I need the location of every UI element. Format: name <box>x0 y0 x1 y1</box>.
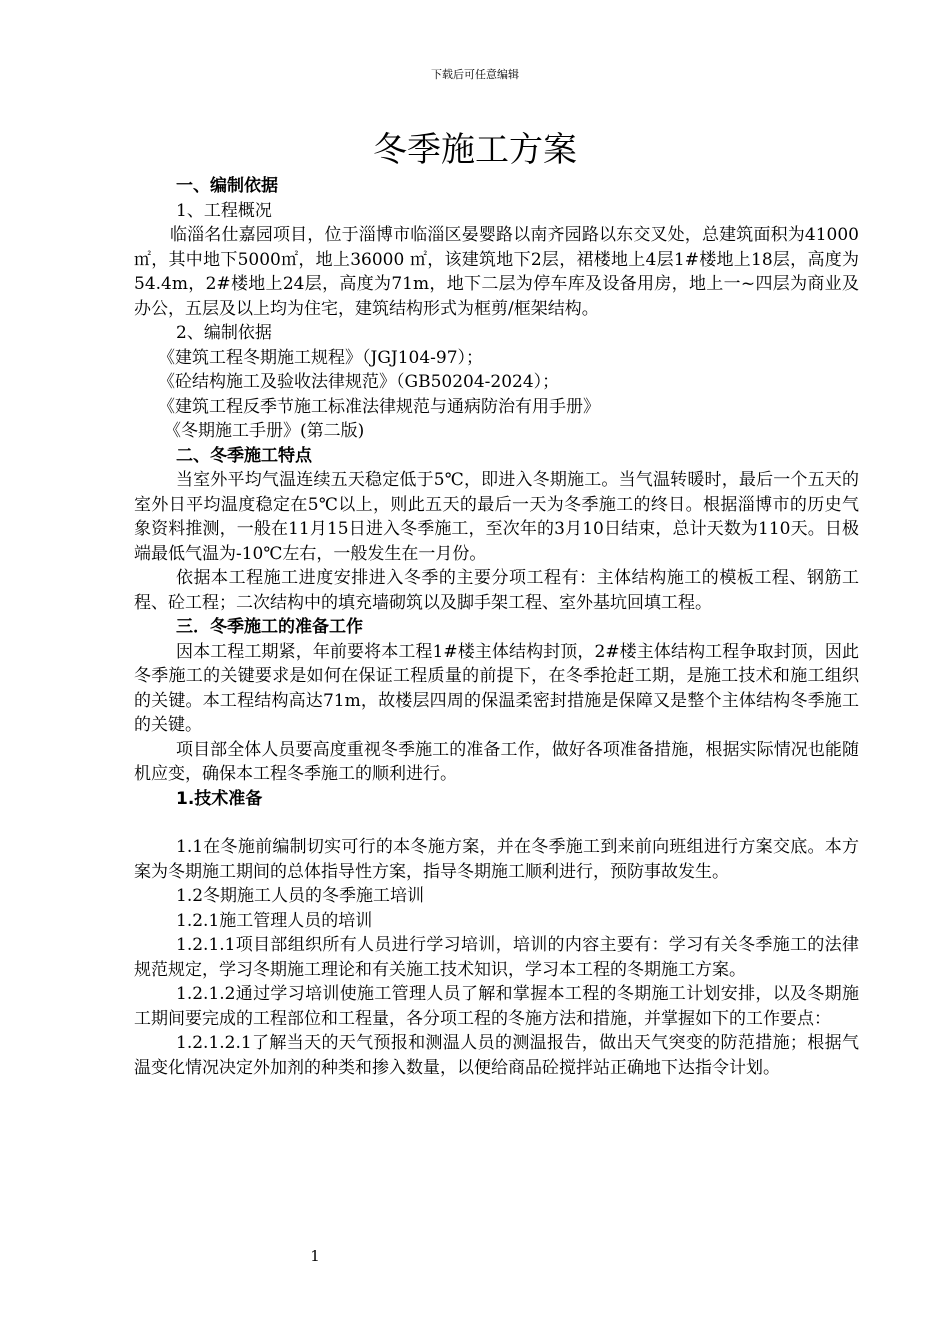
paragraph: 1.2.1.2通过学习培训使施工管理人员了解和掌握本工程的冬期施工计划安排，以及冬期施工期间要完成的工程部位和工程量，各分项工程的冬施方法和措施，并掌握如下的工作要点： <box>134 984 859 1029</box>
paragraph: 项目部全体人员要高度重视冬季施工的准备工作，做好各项准备措施，根据实际情况也能随机应变，确保本工程冬季施工的顺利进行。 <box>134 739 859 784</box>
document-body <box>134 174 859 1080</box>
section-heading: 二、冬季施工特点 <box>176 445 312 466</box>
page-number: 1 <box>310 1247 320 1265</box>
paragraph: 临淄名仕嘉园项目，位于淄博市临淄区晏婴路以南齐园路以东交叉处，总建筑面积为41000 ㎡，其中地下5000㎡，地上36000 ㎡，该建筑地下2层，裙楼地上4层1#楼地上18层，高度为54.4m，2#楼地上24层，高度为71m，地下二层为停车库及设备用房，地上一~四层为商业及办公，五层及以上均为住宅，建筑结构形式为框剪/框架结构。 <box>134 225 859 319</box>
section-heading: 1.技术准备 <box>176 788 263 809</box>
paragraph: 依据本工程施工进度安排进入冬季的主要分项工程有：主体结构施工的模板工程、钢筋工程、砼工程；二次结构中的填充墙砌筑以及脚手架工程、室外基坑回填工程。 <box>134 568 859 613</box>
paragraph: 当室外平均气温连续五天稳定低于5℃，即进入冬期施工。当气温转暖时，最后一个五天的室外日平均温度稳定在5℃以上，则此五天的最后一天为冬季施工的终日。根据淄博市的历史气象资料推测，一般在11月15日进入冬季施工，至次年的3月10日结束，总计天数为110天。日极端最低气温为-10℃左右，一般发生在一月份。 <box>134 470 859 564</box>
paragraph: 2、编制依据 <box>176 323 272 343</box>
section-heading: 三．冬季施工的准备工作 <box>176 617 363 637</box>
paragraph: 《建筑工程冬期施工规程》（JGJ104-97）； <box>158 347 484 368</box>
section-heading: 一、编制依据 <box>176 176 278 196</box>
paragraph: 1.2冬期施工人员的冬季施工培训 <box>176 886 425 906</box>
paragraph: 1.2.1.1项目部组织所有人员进行学习培训，培训的内容主要有：学习有关冬季施工的法律规范规定，学习冬期施工理论和有关施工技术知识，学习本工程的冬期施工方案。 <box>134 935 859 980</box>
paragraph: 《冬期施工手册》(第二版) <box>164 421 365 441</box>
paragraph: 《砼结构施工及验收法律规范》（GB50204-2024）； <box>158 372 560 392</box>
spacer <box>134 811 859 835</box>
document-title: 冬季施工方案 <box>373 130 577 170</box>
page-header: 下载后可任意编辑 <box>431 68 519 81</box>
paragraph: 《建筑工程反季节施工标准法律规范与通病防治有用手册》 <box>158 396 600 417</box>
paragraph: 因本工程工期紧，年前要将本工程1#楼主体结构封顶，2#楼主体结构工程争取封顶，因此冬季施工的关键要求是如何在保证工程质量的前提下，在冬季抢赶工期，是施工技术和施工组织的关键。本工程结构高达71m，故楼层四周的保温柔密封措施是保障又是整个主体结构冬季施工的关键。 <box>134 641 859 735</box>
paragraph: 1.2.1.2.1了解当天的天气预报和测温人员的测温报告，做出天气突变的防范措施；根据气温变化情况决定外加剂的种类和掺入数量，以便给商品砼搅拌站正确地下达指令计划。 <box>134 1033 859 1078</box>
paragraph: 1.2.1施工管理人员的培训 <box>176 910 373 931</box>
paragraph: 1、工程概况 <box>176 200 272 221</box>
paragraph: 1.1在冬施前编制切实可行的本冬施方案，并在冬季施工到来前向班组进行方案交底。本方案为冬期施工期间的总体指导性方案，指导冬期施工顺利进行，预防事故发生。 <box>134 837 859 882</box>
